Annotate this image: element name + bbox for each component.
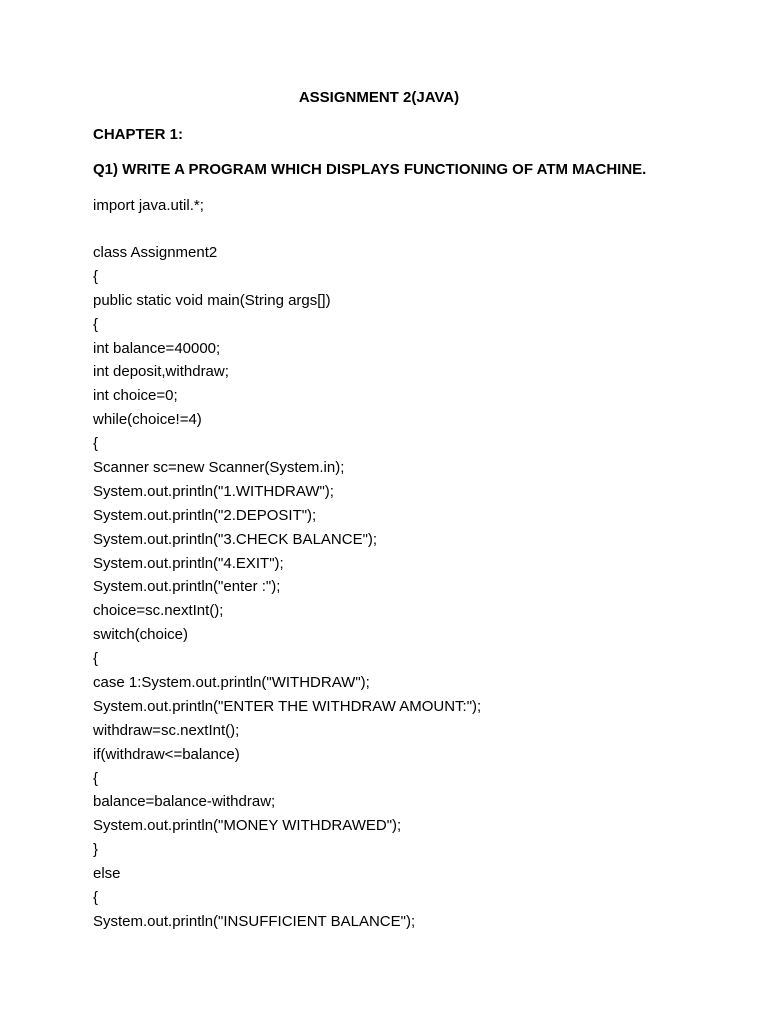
code-line: { [93, 315, 99, 333]
code-line: if(withdraw<=balance) [93, 745, 240, 763]
code-line: class Assignment2 [93, 244, 218, 261]
code-line: else [93, 865, 121, 883]
code-line: int balance=40000; [93, 339, 221, 357]
code-line: switch(choice) [93, 626, 189, 644]
code-line: balance=balance-withdraw; [93, 793, 276, 811]
code-line: System.out.println("1.WITHDRAW"); [93, 482, 334, 500]
code-line: System.out.println("4.EXIT"); [93, 554, 284, 572]
code-line: } [93, 841, 99, 859]
question-heading: Q1) WRITE A PROGRAM WHICH DISPLAYS FUNCTIONING OF ATM MACHINE. [93, 161, 647, 178]
chapter-heading: CHAPTER 1: [93, 126, 184, 143]
code-line: choice=sc.nextInt(); [93, 602, 224, 620]
code-line: { [93, 769, 99, 787]
code-line: case 1:System.out.println("WITHDRAW"); [93, 674, 370, 692]
import-statement: import java.util.*; [93, 197, 204, 214]
code-line: System.out.println("INSUFFICIENT BALANCE"); [93, 912, 416, 930]
code-line: Scanner sc=new Scanner(System.in); [93, 459, 345, 477]
code-line: { [93, 889, 99, 907]
code-line: System.out.println("3.CHECK BALANCE"); [93, 530, 378, 548]
document-title: ASSIGNMENT 2(JAVA) [298, 89, 460, 106]
code-line: withdraw=sc.nextInt(); [93, 721, 240, 739]
code-line: { [93, 650, 99, 668]
code-line: System.out.println("enter :"); [93, 578, 281, 596]
code-line: { [93, 267, 99, 285]
code-line: public static void main(String args[]) [93, 291, 331, 309]
code-line: int choice=0; [93, 387, 178, 405]
code-line: System.out.println("ENTER THE WITHDRAW AMOUNT:"); [93, 697, 482, 715]
code-line: { [93, 435, 99, 453]
code-block [93, 243, 481, 936]
code-line: System.out.println("MONEY WITHDRAWED"); [93, 817, 402, 835]
code-line: while(choice!=4) [93, 411, 202, 429]
code-line: System.out.println("2.DEPOSIT"); [93, 506, 317, 524]
code-line: int deposit,withdraw; [93, 363, 229, 381]
